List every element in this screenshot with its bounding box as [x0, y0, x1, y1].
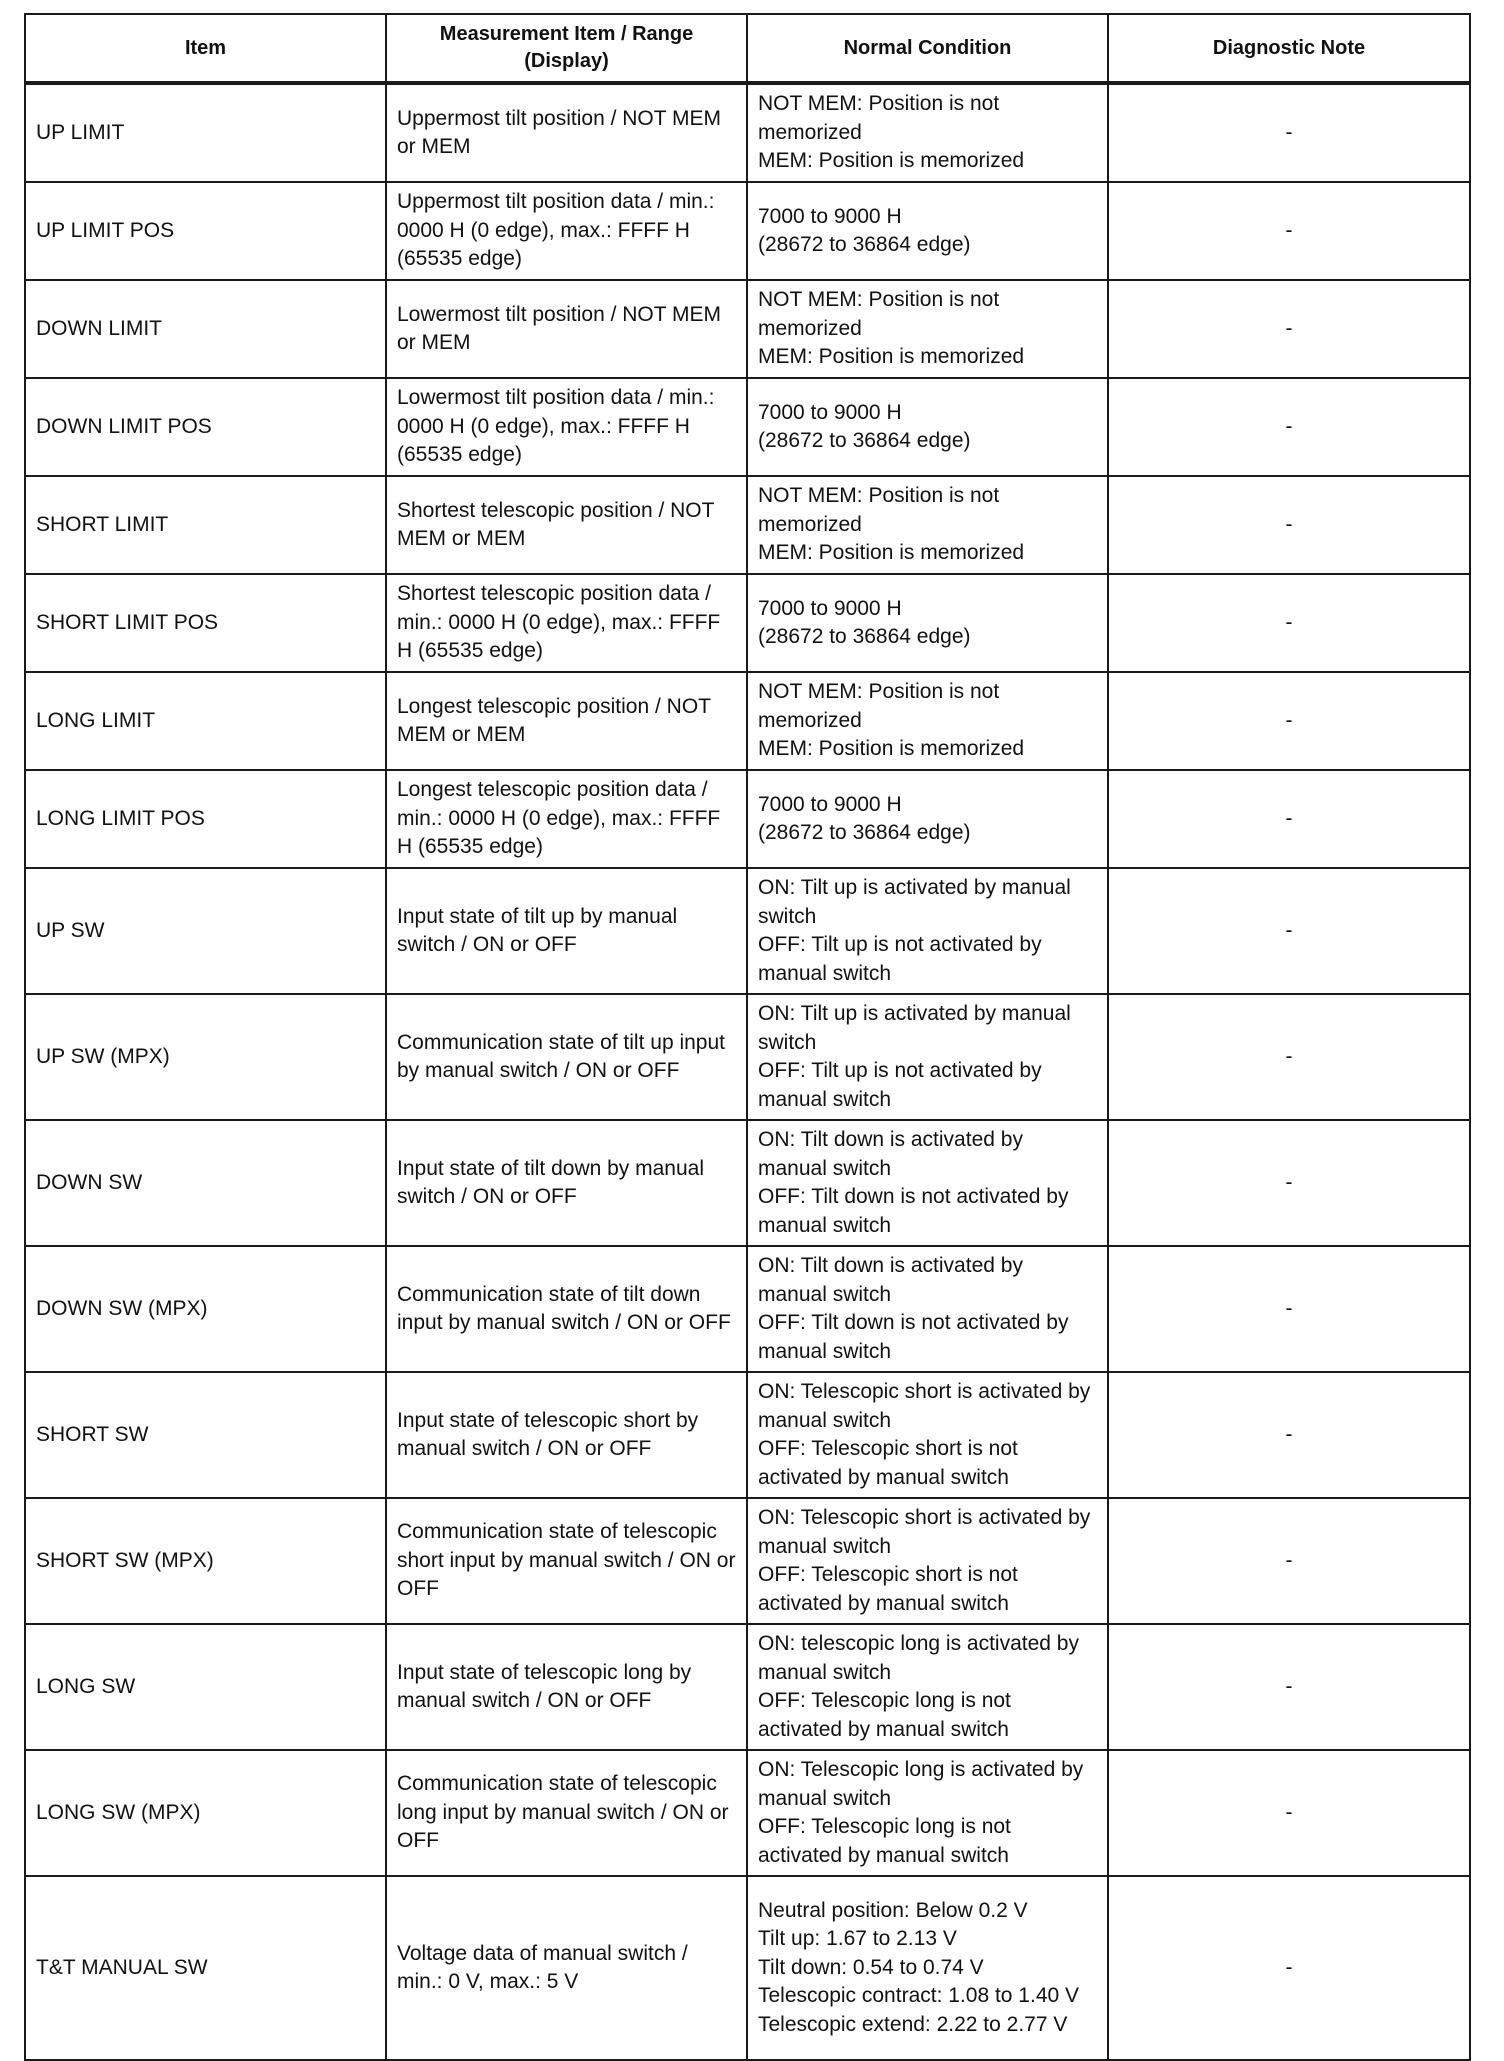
- measurement-cell: Input state of tilt up by manual switch / ON or OFF: [386, 868, 747, 994]
- measurement-cell: Communication state of tilt up input by manual switch / ON or OFF: [386, 994, 747, 1120]
- table-row: [25, 770, 1470, 868]
- table-header: [25, 14, 1470, 83]
- normal-condition-line: MEM: Position is memorized: [758, 541, 1025, 565]
- measurement-cell: Input state of telescopic long by manual switch / ON or OFF: [386, 1624, 747, 1750]
- normal-condition-line: 7000 to 9000 H: [758, 400, 902, 424]
- normal-condition-line: ON: Tilt up is activated by manual switch: [758, 1002, 1071, 1054]
- diagnostic-note-cell: -: [1108, 868, 1470, 994]
- normal-condition-line: Telescopic extend: 2.22 to 2.77 V: [758, 2012, 1068, 2036]
- item-cell: LONG LIMIT: [25, 672, 386, 770]
- item-cell: LONG LIMIT POS: [25, 770, 386, 868]
- normal-condition-line: MEM: Position is memorized: [758, 149, 1025, 173]
- normal-condition-cell: [747, 868, 1108, 994]
- normal-condition-line: Neutral position: Below 0.2 V: [758, 1898, 1028, 1922]
- normal-condition-line: MEM: Position is memorized: [758, 737, 1025, 761]
- diagnostic-data-table: [24, 13, 1471, 2061]
- normal-condition-cell: [747, 1120, 1108, 1246]
- measurement-cell: Voltage data of manual switch / min.: 0 V, max.: 5 V: [386, 1876, 747, 2060]
- item-cell: UP SW (MPX): [25, 994, 386, 1120]
- normal-condition-line: OFF: Tilt down is not activated by manual switch: [758, 1185, 1069, 1237]
- table-body: [25, 83, 1470, 2060]
- diagnostic-note-cell: -: [1108, 770, 1470, 868]
- normal-condition-cell: [747, 280, 1108, 378]
- normal-condition-cell: [747, 476, 1108, 574]
- item-cell: SHORT SW: [25, 1372, 386, 1498]
- normal-condition-line: (28672 to 36864 edge): [758, 429, 971, 452]
- normal-condition-line: Tilt up: 1.67 to 2.13 V: [758, 1927, 957, 1951]
- normal-condition-line: 7000 to 9000 H: [758, 596, 902, 620]
- normal-condition-line: (28672 to 36864 edge): [758, 233, 971, 256]
- table-row: [25, 1120, 1470, 1246]
- item-cell: T&T MANUAL SW: [25, 1876, 386, 2060]
- table-row: [25, 83, 1470, 182]
- table-row: [25, 1246, 1470, 1372]
- column-header-item: Item: [25, 14, 386, 83]
- normal-condition-line: Tilt down: 0.54 to 0.74 V: [758, 1955, 984, 1979]
- normal-condition-cell: [747, 1498, 1108, 1624]
- normal-condition-cell: [747, 1246, 1108, 1372]
- normal-condition-line: (28672 to 36864 edge): [758, 625, 971, 648]
- column-header-normal-condition: Normal Condition: [747, 14, 1108, 83]
- normal-condition-line: Telescopic contract: 1.08 to 1.40 V: [758, 1984, 1080, 2008]
- measurement-cell: Communication state of telescopic long input by manual switch / ON or OFF: [386, 1750, 747, 1876]
- measurement-cell: Lowermost tilt position / NOT MEM or MEM: [386, 280, 747, 378]
- table-row: [25, 476, 1470, 574]
- normal-condition-line: OFF: Telescopic short is not activated by manual switch: [758, 1563, 1018, 1615]
- normal-condition-line: OFF: Telescopic long is not activated by manual switch: [758, 1689, 1011, 1741]
- table-row: [25, 182, 1470, 280]
- normal-condition-line: MEM: Position is memorized: [758, 345, 1025, 369]
- table-row: [25, 1624, 1470, 1750]
- diagnostic-note-cell: -: [1108, 1246, 1470, 1372]
- normal-condition-cell: [747, 1624, 1108, 1750]
- diagnostic-note-cell: -: [1108, 280, 1470, 378]
- diagnostic-note-cell: -: [1108, 1624, 1470, 1750]
- table-row: [25, 280, 1470, 378]
- measurement-cell: Input state of tilt down by manual switch / ON or OFF: [386, 1120, 747, 1246]
- normal-condition-cell: [747, 672, 1108, 770]
- normal-condition-line: NOT MEM: Position is not memorized: [758, 680, 1000, 732]
- table-row: [25, 378, 1470, 476]
- normal-condition-line: ON: Telescopic short is activated by manual switch: [758, 1506, 1091, 1558]
- normal-condition-line: 7000 to 9000 H: [758, 792, 902, 816]
- normal-condition-cell: [747, 1750, 1108, 1876]
- measurement-cell: Lowermost tilt position data / min.: 0000 H (0 edge), max.: FFFF H (65535 edge): [386, 378, 747, 476]
- normal-condition-line: ON: Tilt up is activated by manual switch: [758, 876, 1071, 928]
- normal-condition-line: OFF: Tilt up is not activated by manual switch: [758, 933, 1042, 985]
- normal-condition-line: ON: Telescopic long is activated by manual switch: [758, 1758, 1084, 1810]
- diagnostic-note-cell: -: [1108, 182, 1470, 280]
- measurement-cell: Shortest telescopic position data / min.: 0000 H (0 edge), max.: FFFF H (65535 edge): [386, 574, 747, 672]
- table-row: [25, 672, 1470, 770]
- diagnostic-note-cell: -: [1108, 672, 1470, 770]
- header-row: [25, 14, 1470, 83]
- measurement-cell: Longest telescopic position / NOT MEM or MEM: [386, 672, 747, 770]
- normal-condition-line: OFF: Tilt up is not activated by manual switch: [758, 1059, 1042, 1111]
- measurement-cell: Uppermost tilt position / NOT MEM or MEM: [386, 83, 747, 182]
- diagnostic-note-cell: -: [1108, 1750, 1470, 1876]
- normal-condition-cell: [747, 1876, 1108, 2060]
- normal-condition-cell: [747, 1372, 1108, 1498]
- normal-condition-line: ON: telescopic long is activated by manual switch: [758, 1632, 1079, 1684]
- item-cell: DOWN LIMIT POS: [25, 378, 386, 476]
- item-cell: UP LIMIT: [25, 83, 386, 182]
- diagnostic-note-cell: -: [1108, 1498, 1470, 1624]
- measurement-cell: Communication state of telescopic short input by manual switch / ON or OFF: [386, 1498, 747, 1624]
- table-row: [25, 1750, 1470, 1876]
- item-cell: DOWN SW (MPX): [25, 1246, 386, 1372]
- normal-condition-line: (28672 to 36864 edge): [758, 821, 971, 844]
- item-cell: LONG SW: [25, 1624, 386, 1750]
- normal-condition-line: NOT MEM: Position is not memorized: [758, 92, 1000, 144]
- normal-condition-cell: [747, 994, 1108, 1120]
- item-cell: SHORT LIMIT: [25, 476, 386, 574]
- measurement-cell: Communication state of tilt down input by manual switch / ON or OFF: [386, 1246, 747, 1372]
- table-row: [25, 1372, 1470, 1498]
- measurement-cell: Input state of telescopic short by manual switch / ON or OFF: [386, 1372, 747, 1498]
- normal-condition-line: ON: Telescopic short is activated by manual switch: [758, 1380, 1091, 1432]
- diagnostic-note-cell: -: [1108, 1120, 1470, 1246]
- normal-condition-cell: [747, 378, 1108, 476]
- normal-condition-cell: [747, 83, 1108, 182]
- normal-condition-cell: [747, 182, 1108, 280]
- table-row: [25, 994, 1470, 1120]
- normal-condition-line: 7000 to 9000 H: [758, 204, 902, 228]
- diagnostic-note-cell: -: [1108, 83, 1470, 182]
- item-cell: LONG SW (MPX): [25, 1750, 386, 1876]
- item-cell: DOWN LIMIT: [25, 280, 386, 378]
- normal-condition-line: OFF: Telescopic short is not activated by manual switch: [758, 1437, 1018, 1489]
- measurement-cell: Longest telescopic position data / min.: 0000 H (0 edge), max.: FFFF H (65535 edge): [386, 770, 747, 868]
- normal-condition-cell: [747, 770, 1108, 868]
- table-row: [25, 1876, 1470, 2060]
- diagnostic-note-cell: -: [1108, 1876, 1470, 2060]
- normal-condition-cell: [747, 574, 1108, 672]
- item-cell: DOWN SW: [25, 1120, 386, 1246]
- normal-condition-line: NOT MEM: Position is not memorized: [758, 484, 1000, 536]
- measurement-cell: Shortest telescopic position / NOT MEM or MEM: [386, 476, 747, 574]
- table-row: [25, 574, 1470, 672]
- diagnostic-note-cell: -: [1108, 378, 1470, 476]
- measurement-cell: Uppermost tilt position data / min.: 0000 H (0 edge), max.: FFFF H (65535 edge): [386, 182, 747, 280]
- normal-condition-line: OFF: Telescopic long is not activated by manual switch: [758, 1815, 1011, 1867]
- normal-condition-line: ON: Tilt down is activated by manual switch: [758, 1254, 1023, 1306]
- table-row: [25, 868, 1470, 994]
- item-cell: SHORT SW (MPX): [25, 1498, 386, 1624]
- normal-condition-line: NOT MEM: Position is not memorized: [758, 288, 1000, 340]
- diagnostic-note-cell: -: [1108, 574, 1470, 672]
- diagnostic-note-cell: -: [1108, 994, 1470, 1120]
- diagnostic-note-cell: -: [1108, 1372, 1470, 1498]
- diagnostic-note-cell: -: [1108, 476, 1470, 574]
- column-header-measurement: Measurement Item / Range (Display): [386, 14, 747, 83]
- normal-condition-line: ON: Tilt down is activated by manual switch: [758, 1128, 1023, 1180]
- item-cell: SHORT LIMIT POS: [25, 574, 386, 672]
- column-header-diagnostic-note: Diagnostic Note: [1108, 14, 1470, 83]
- item-cell: UP SW: [25, 868, 386, 994]
- table-row: [25, 1498, 1470, 1624]
- item-cell: UP LIMIT POS: [25, 182, 386, 280]
- normal-condition-line: OFF: Tilt down is not activated by manual switch: [758, 1311, 1069, 1363]
